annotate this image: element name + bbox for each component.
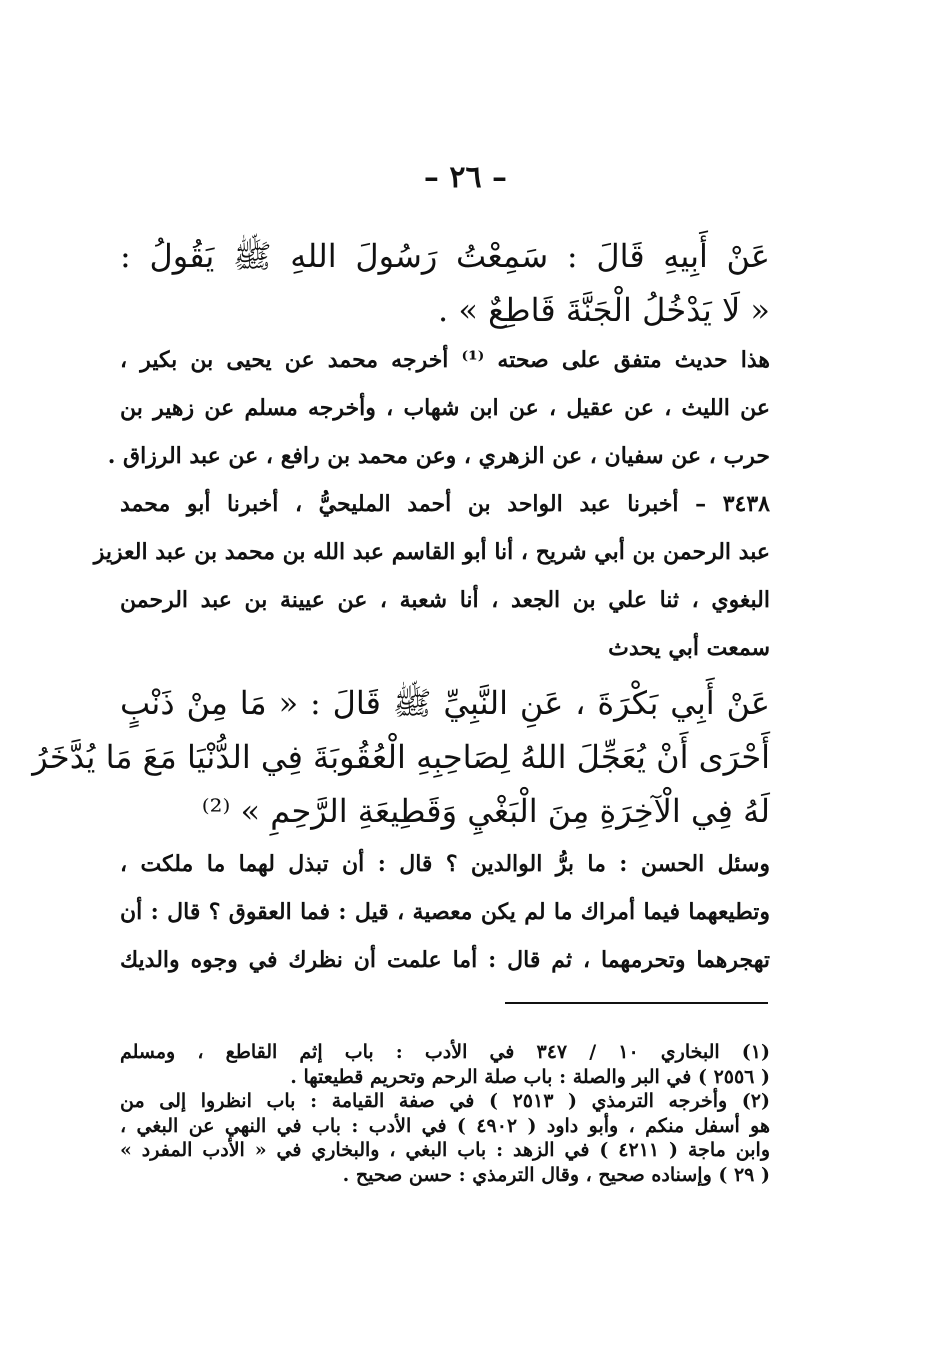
text-line: تهجرهما وتحرمهما ، ثم قال : أما علمت أن نظرك في وجوه والديك [120, 947, 770, 973]
text-line: « لَا يَدْخُلُ الْجَنَّةَ قَاطِعٌ » . [438, 291, 770, 329]
text-line: ٣٤٣٨ – أخبرنا عبد الواحد بن أحمد المليحيُّ ، أخبرنا أبو محمد [120, 491, 770, 517]
footnote-line: وابن ماجة ( ٤٢١١ ) في الزهد : باب البغي ، والبخاري في « الأدب المفرد » [120, 1139, 770, 1161]
page-number: – ٢٦ – [423, 160, 508, 195]
hadith-text-2 [32, 676, 770, 838]
text-line: حرب ، عن سفيان ، عن الزهري ، وعن محمد بن رافع ، عن عبد الرزاق . [107, 443, 770, 469]
footnote-line: هو أسفل منكم ، وأبو داود ( ٤٩٠٢ ) في الأدب : باب في النهي عن البغي ، [120, 1114, 770, 1137]
text-line: عَنْ أَبِيهِ قَالَ : سَمِعْتُ رَسُولَ اللهِ ﷺ يَقُولُ : [120, 237, 771, 275]
commentary-1 [107, 336, 771, 480]
text-line: وسئل الحسن : ما برُّ الوالدين ؟ قال : أن تبذل لهما ما ملكت ، [120, 851, 770, 877]
text-line: عن الليث ، عن عقيل ، عن ابن شهاب ، وأخرجه مسلم عن زهير بن [120, 395, 770, 421]
text-line: وتطيعهما فيما أمراك ما لم يكن معصية ، قيل : فما العقوق ؟ قال : أن [120, 899, 770, 925]
footnote-line: ( ٢٩ ) وإسناده صحيح ، وقال الترمذي : حسن صحيح . [342, 1163, 770, 1186]
text-line: هذا حديث متفق على صحته ⁽¹⁾ أخرجه محمد عن يحيى بن بكير ، [120, 347, 771, 373]
footnote-line: (١) البخاري ١٠ / ٣٤٧ في الأدب : باب إثم القاطع ، ومسلم [120, 1041, 771, 1063]
text-line: أَحْرَى أَنْ يُعَجِّلَ اللهُ لِصَاحِبِهِ الْعُقُوبَةَ فِي الدُّنْيَا مَعَ مَا يُدَّخَرُ [32, 738, 770, 776]
text-line: سمعت أبي يحدث [608, 635, 770, 661]
footnotes [120, 1040, 770, 1187]
text-line: البغوي ، ثنا علي بن الجعد ، أنا شعبة ، عن عيينة بن عبد الرحمن [120, 587, 770, 613]
footnote-line: (٢) وأخرجه الترمذي ( ٢٥١٣ ) في صفة القيامة : باب انظروا إلى من [120, 1090, 770, 1112]
text-line: عبد الرحمن بن أبي شريح ، أنا أبو القاسم عبد الله بن محمد بن عبد العزيز [93, 539, 770, 565]
text-line: لَهُ فِي الْآخِرَةِ مِنَ الْبَغْيِ وَقَطِيعَةِ الرَّحِمِ » ⁽²⁾ [201, 792, 770, 830]
footnote-line: ( ٢٥٥٦ ) في البر والصلة : باب صلة الرحم وتحريم قطيعتها . [290, 1065, 770, 1088]
text-line: عَنْ أَبِي بَكْرَةَ ، عَنِ النَّبِيِّ ﷺ قَالَ : « مَا مِنْ ذَنْبٍ [120, 684, 770, 722]
isnad-3438 [93, 480, 770, 672]
footnote-separator [505, 1002, 768, 1004]
hadith-text-1 [120, 229, 770, 337]
commentary-2 [120, 840, 770, 984]
